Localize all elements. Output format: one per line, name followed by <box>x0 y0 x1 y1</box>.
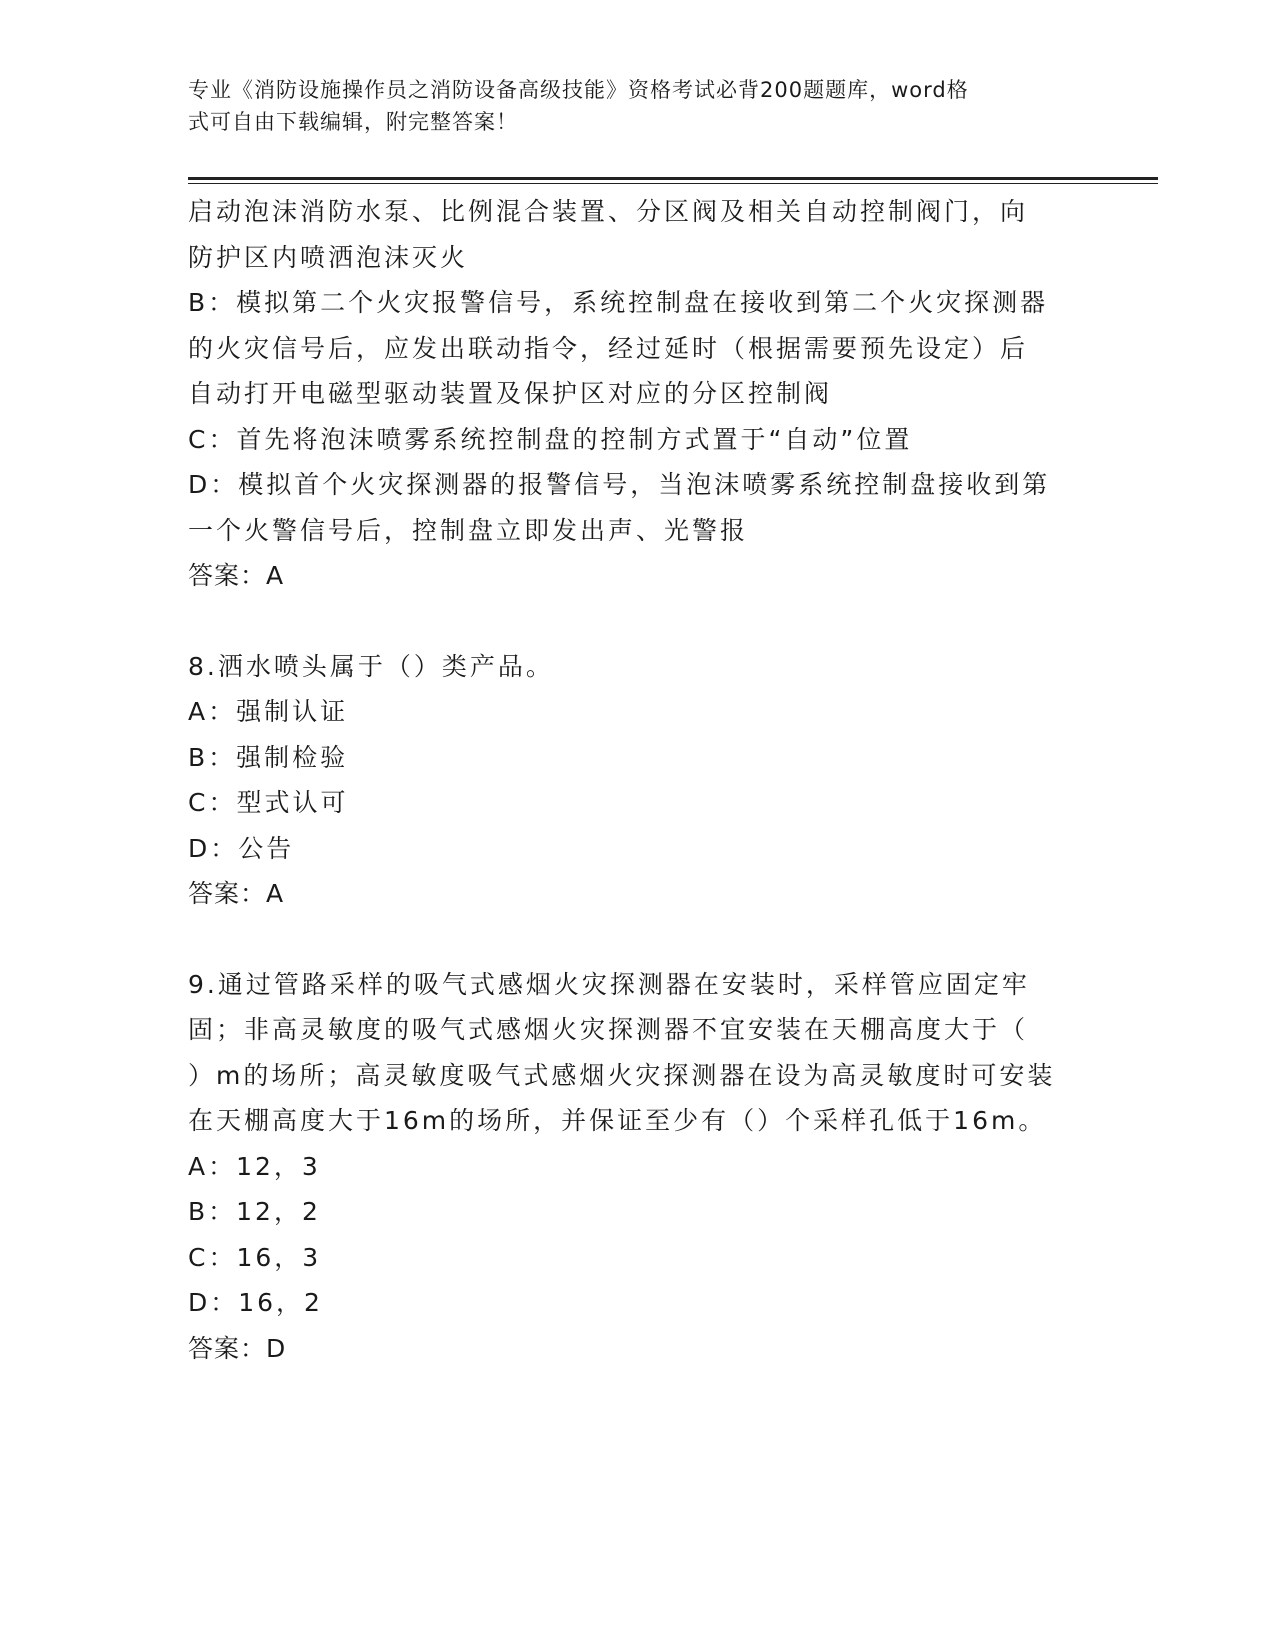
header-line-2: 式可自由下载编辑，附完整答案！ <box>188 110 518 134</box>
question-9-stem-line: 在天棚高度大于16m的场所，并保证至少有（）个采样孔低于16m。 <box>188 1106 1047 1135</box>
question-8-block <box>188 644 1088 917</box>
prev-question-line: 一个火警信号后，控制盘立即发出声、光警报 <box>188 515 749 545</box>
question-9-stem-line: 固；非高灵敏度的吸气式感烟火灾探测器不宜安装在天棚高度大于（ <box>188 1015 1029 1044</box>
question-8-stem: 8.洒水喷头属于（）类产品。 <box>188 651 554 681</box>
question-8-option-a: A：强制认证 <box>188 697 349 726</box>
question-9-block <box>188 962 1088 1372</box>
document-header <box>188 74 1068 138</box>
prev-question-line: 自动打开电磁型驱动装置及保护区对应的分区控制阀 <box>188 379 833 408</box>
prev-question-line: 启动泡沫消防水泵、比例混合装置、分区阀及相关自动控制阀门，向 <box>188 197 1029 226</box>
question-9-stem-line: 9.通过管路采样的吸气式感烟火灾探测器在安装时，采样管应固定牢 <box>188 969 1030 999</box>
header-line-1: 专业《消防设施操作员之消防设备高级技能》资格考试必背200题题库，word格 <box>188 78 969 102</box>
prev-question-line: 防护区内喷洒泡沫灭火 <box>188 242 469 272</box>
spacer <box>188 917 1088 962</box>
question-content <box>188 189 1088 1371</box>
question-8-option-d: D：公告 <box>188 833 295 863</box>
prev-question-option-c: C：首先将泡沫喷雾系统控制盘的控制方式置于“自动”位置 <box>188 424 913 454</box>
spacer <box>188 599 1088 644</box>
header-divider-thin <box>188 183 1158 184</box>
question-8-answer: 答案：A <box>188 879 285 908</box>
prev-question-option-b: B：模拟第二个火灾报警信号，系统控制盘在接收到第二个火灾探测器 <box>188 288 1049 317</box>
question-9-option-b: B：12，2 <box>188 1197 321 1226</box>
question-9-option-a: A：12，3 <box>188 1151 321 1181</box>
prev-question-line: 的火灾信号后，应发出联动指令，经过延时（根据需要预先设定）后 <box>188 333 1029 363</box>
prev-question-option-d: D：模拟首个火灾探测器的报警信号，当泡沫喷雾系统控制盘接收到第 <box>188 470 1051 499</box>
question-9-stem-line: ）m的场所；高灵敏度吸气式感烟火灾探测器在设为高灵敏度时可安装 <box>188 1060 1056 1090</box>
question-8-option-c: C：型式认可 <box>188 788 349 817</box>
question-9-option-d: D：16，2 <box>188 1288 323 1317</box>
question-9-answer: 答案：D <box>188 1333 287 1363</box>
prev-question-answer: 答案：A <box>188 561 285 590</box>
header-divider-thick <box>188 177 1158 180</box>
question-9-option-c: C：16，3 <box>188 1242 322 1272</box>
question-8-option-b: B：强制检验 <box>188 742 349 772</box>
prev-question-block <box>188 189 1088 599</box>
